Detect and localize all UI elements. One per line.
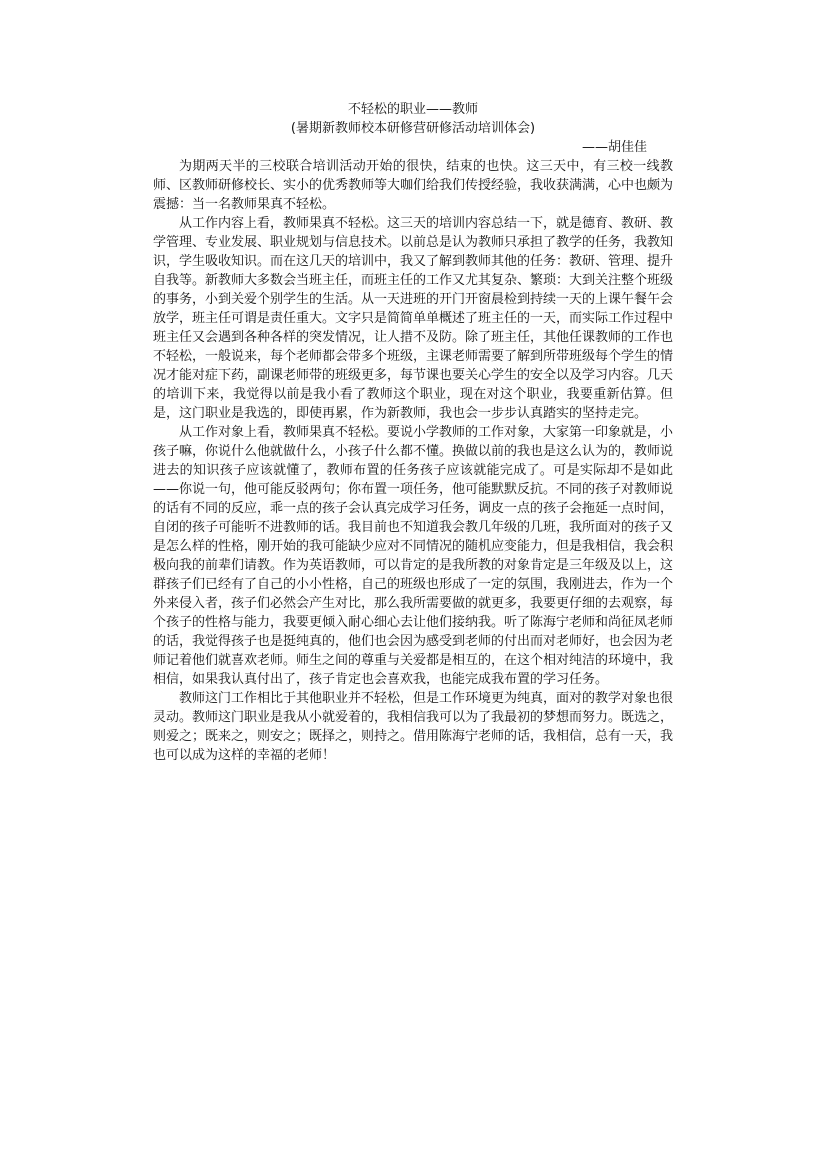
document-body — [153, 100, 673, 765]
paragraph-work-content: 从工作内容上看，教师果真不轻松。这三天的培训内容总结一下，就是德育、教研、教学管理、专业发展、职业规划与信息技术。以前总是认为教师只承担了教学的任务，我教知识，学生吸收知识。而在这几天的培训中，我又了解到教师其他的任务：教研、管理、提升自我等。新教师大多数会当班主任，而班主任的工作又尤其复杂、繁琐：大到关注整个班级的事务，小到关爱个别学生的生活。从一天进班的开门开窗晨检到持续一天的上课午餐午会放学，班主任可谓是责任重大。文字只是简简单单概述了班主任的一天，而实际工作过程中班主任又会遇到各种各样的突发情况，让人措不及防。除了班主任，其他任课教师的工作也不轻松，一般说来，每个老师都会带多个班级，主课老师需要了解到所带班级每个学生的情况才能对症下药，副课老师带的班级更多，每节课也要关心学生的安全以及学习内容。几天的培训下来，我觉得以前是我小看了教师这个职业，现在对这个职业，我要重新估算。但是，这门职业是我选的，即使再累，作为新教师，我也会一步步认真踏实的坚持走完。 — [153, 216, 674, 421]
paragraph-intro: 为期两天半的三校联合培训活动开始的很快，结束的也快。这三天中，有三校一线教师、区教师研修校长、实小的优秀教师等大咖们给我们传授经验，我收获满满，心中也颇为震撼：当一名教师果真不轻松。 — [153, 159, 674, 212]
paragraph-conclusion: 教师这门工作相比于其他职业并不轻松，但是工作环境更为纯真，面对的教学对象也很灵动。教师这门职业是我从小就爱着的，我相信我可以为了我最初的梦想而努力。既选之，则爱之；既来之，则安之；既择之，则持之。借用陈海宁老师的话，我相信，总有一天，我也可以成为这样的幸福的老师！ — [153, 691, 674, 763]
document-author: ——胡佳佳 — [581, 140, 647, 155]
document-title: 不轻松的职业——教师 — [347, 102, 478, 117]
document-subtitle: (暑期新教师校本研修营研修活动培训体会) — [290, 121, 536, 136]
paragraph-work-object: 从工作对象上看，教师果真不轻松。要说小学教师的工作对象，大家第一印象就是，小孩子嘛，你说什么他就做什么，小孩子什么都不懂。换做以前的我也是这么认为的，教师说进去的知识孩子应该就懂了，教师布置的任务孩子应该就能完成了。可是实际却不是如此——你说一句，他可能反驳两句；你布置一项任务，他可能默默反抗。不同的孩子对教师说的话有不同的反应，乖一点的孩子会认真完成学习任务，调皮一点的孩子会拖延一点时间，自闭的孩子可能听不进教师的话。我目前也不知道我会教几年级的几班，我所面对的孩子又是怎么样的性格，刚开始的我可能缺少应对不同情况的随机应变能力，但是我相信，我会积极向我的前辈们请教。作为英语教师，可以肯定的是我所教的对象肯定是三年级及以上，这群孩子们已经有了自己的小小性格，自己的班级也形成了一定的氛围，我刚进去，作为一个外来侵入者，孩子们必然会产生对比，那么我所需要做的就更多，我要更仔细的去观察，每个孩子的性格与能力，我要更倾入耐心细心去让他们接纳我。听了陈海宁老师和尚征凤老师的话，我觉得孩子也是挺纯真的，他们也会因为感受到老师的付出而对老师好，也会因为老师记着他们就喜欢老师。师生之间的尊重与关爱都是相互的，在这个相对纯洁的环境中，我相信，如果我认真付出了，孩子肯定也会喜欢我，也能完成我布置的学习任务。 — [153, 425, 674, 687]
